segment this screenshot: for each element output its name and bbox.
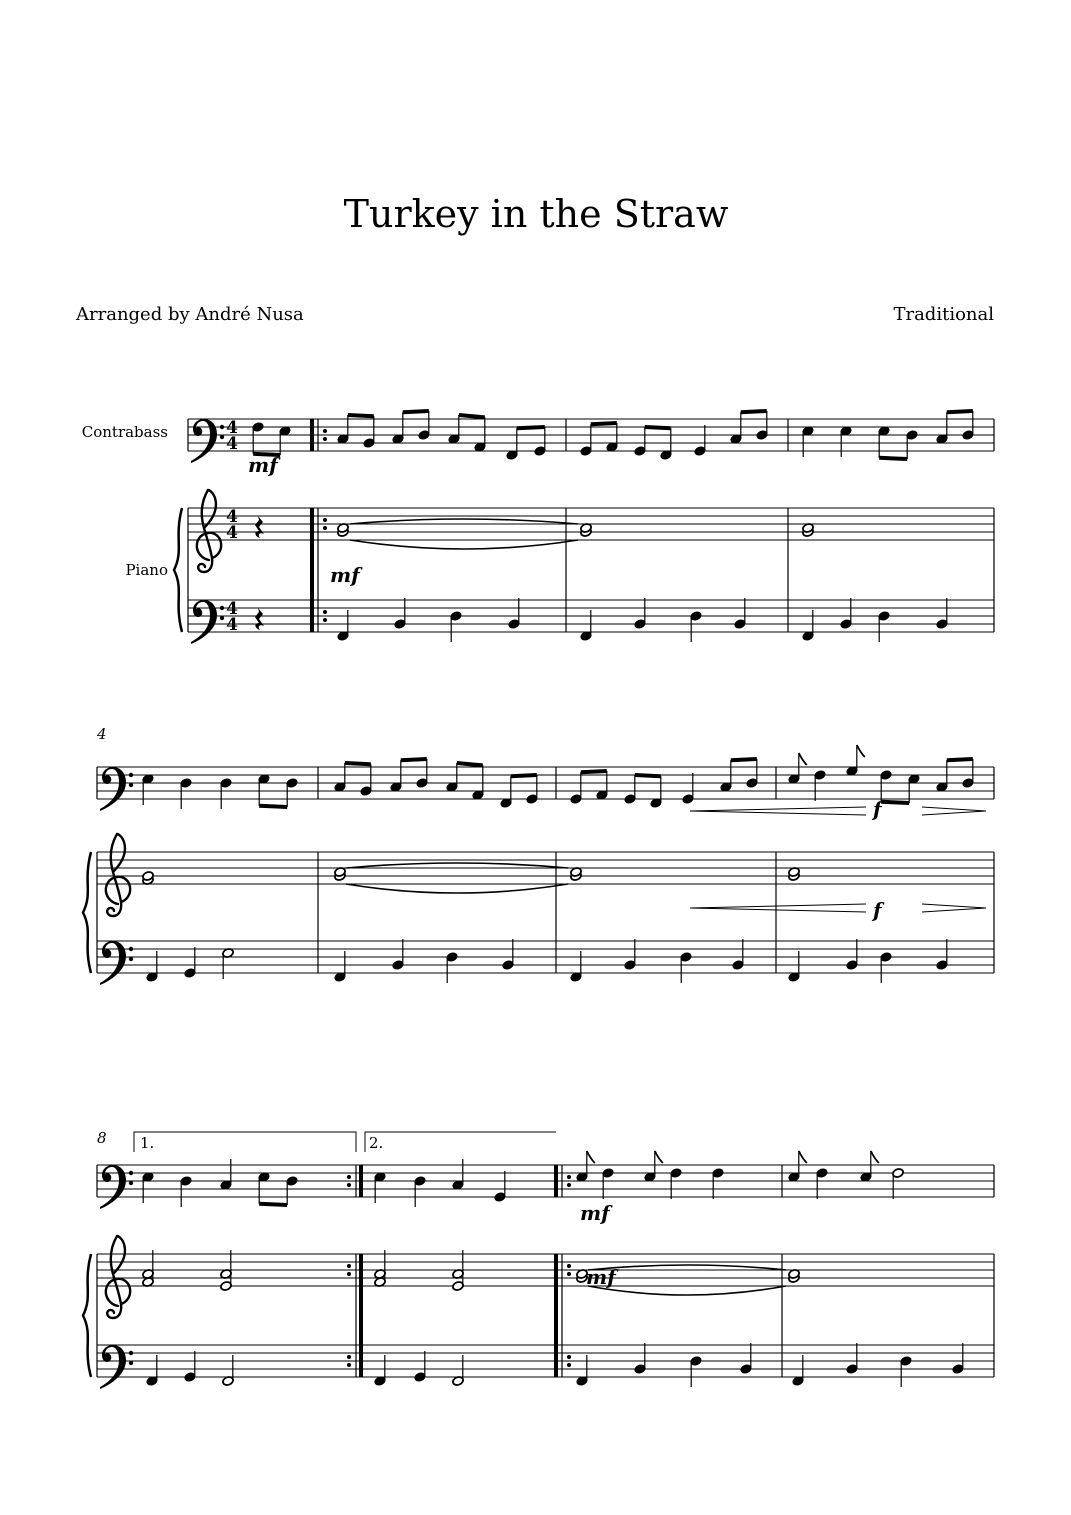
bass-clef-icon	[100, 941, 133, 985]
crescendo-hairpin	[690, 904, 866, 908]
crescendo-hairpin	[690, 807, 866, 811]
note-beam	[459, 415, 485, 417]
instrument-name-contrabass: Contrabass	[81, 423, 168, 441]
repeat-dot	[347, 1272, 351, 1276]
instrument-name-piano: Piano	[125, 561, 168, 579]
dynamic-mezzo-forte: mf	[330, 563, 360, 587]
brace-icon	[83, 1254, 91, 1377]
time-signature-top: 4	[226, 507, 238, 527]
note-beam	[645, 427, 671, 428]
treble-clef-icon	[197, 490, 221, 572]
tie	[588, 1286, 786, 1295]
note-beam	[345, 763, 371, 764]
note-flag	[857, 745, 865, 757]
bass-clef-icon	[191, 600, 224, 644]
volta-second-label: 2.	[369, 1134, 384, 1152]
repeat-dot	[347, 1355, 351, 1359]
decrescendo-hairpin	[922, 807, 986, 811]
volta-first-label: 1.	[140, 1134, 155, 1152]
repeat-dot	[567, 1355, 571, 1359]
note-beam	[401, 759, 427, 760]
brace-icon	[174, 508, 182, 632]
time-signature-bottom: 4	[226, 434, 238, 454]
bass-clef-icon	[100, 1345, 133, 1389]
time-signature-top: 4	[226, 599, 238, 619]
note-beam	[403, 411, 429, 412]
repeat-dot	[347, 1363, 351, 1367]
repeat-dot	[323, 610, 327, 614]
contrabass-staff	[97, 767, 994, 799]
composer-credit: Traditional	[893, 304, 994, 325]
repeat-dot	[323, 618, 327, 622]
volta-bracket-second	[365, 1132, 556, 1152]
piano-treble-staff	[188, 508, 994, 540]
note-flag	[587, 1151, 595, 1163]
piano-treble-staff	[97, 1254, 994, 1286]
decrescendo-hairpin	[922, 908, 986, 912]
note-beam	[591, 423, 617, 424]
repeat-dot	[567, 1175, 571, 1179]
dynamic-mezzo-forte: mf	[586, 1265, 616, 1289]
repeat-dot	[323, 429, 327, 433]
bass-clef-icon	[100, 1165, 133, 1209]
repeat-dot	[323, 437, 327, 441]
note-beam	[947, 411, 973, 412]
note-beam	[259, 1204, 287, 1205]
repeat-dot	[347, 1175, 351, 1179]
brace-icon	[83, 852, 91, 973]
piano-bass-staff	[97, 941, 994, 973]
measure-number-8: 8	[97, 1129, 107, 1147]
quarter-rest	[255, 516, 264, 538]
dynamic-mezzo-forte: mf	[580, 1201, 610, 1225]
note-beam	[581, 771, 607, 772]
volta-bracket-first	[134, 1132, 356, 1152]
quarter-rest	[255, 608, 264, 630]
note-beam	[947, 759, 973, 760]
repeat-dot	[347, 1264, 351, 1268]
decrescendo-hairpin	[922, 811, 986, 815]
time-signature-top: 4	[226, 418, 238, 438]
tie	[588, 1265, 786, 1270]
note-flag	[799, 1151, 807, 1163]
note-beam	[879, 458, 907, 459]
time-signature-bottom: 4	[226, 523, 238, 543]
repeat-dot	[567, 1264, 571, 1268]
tie	[350, 540, 578, 549]
dynamic-forte: f	[873, 797, 882, 821]
dynamic-forte: f	[873, 898, 882, 922]
note-beam	[259, 806, 287, 807]
piano-bass-staff	[97, 1345, 994, 1377]
note-beam	[457, 763, 483, 765]
note-flag	[871, 1151, 879, 1163]
contrabass-staff	[97, 1165, 994, 1197]
note-flag	[655, 1151, 663, 1163]
repeat-dot	[323, 526, 327, 530]
note-flag	[799, 753, 807, 765]
measure-number-4: 4	[97, 725, 107, 743]
crescendo-hairpin	[690, 811, 866, 815]
treble-clef-icon	[106, 834, 130, 916]
bass-clef-icon	[191, 419, 224, 463]
score-title: Turkey in the Straw	[343, 192, 729, 236]
note-beam	[511, 775, 537, 776]
note-beam	[348, 415, 374, 416]
repeat-dot	[323, 518, 327, 522]
bass-clef-icon	[100, 767, 133, 811]
note-beam	[635, 775, 661, 776]
piano-treble-staff	[97, 852, 994, 884]
tie	[346, 884, 568, 893]
decrescendo-hairpin	[922, 904, 986, 908]
repeat-dot	[347, 1183, 351, 1187]
note-beam	[731, 759, 757, 760]
tie	[346, 863, 568, 868]
note-beam	[881, 802, 909, 803]
treble-clef-icon	[106, 1236, 130, 1318]
time-signature-bottom: 4	[226, 615, 238, 635]
crescendo-hairpin	[690, 908, 866, 912]
note-beam	[517, 427, 545, 428]
repeat-dot	[567, 1183, 571, 1187]
repeat-dot	[567, 1272, 571, 1276]
note-beam	[741, 411, 767, 412]
repeat-dot	[567, 1363, 571, 1367]
tie	[350, 519, 578, 524]
notation-layer	[83, 411, 994, 1389]
dynamic-mezzo-forte: mf	[248, 453, 278, 477]
arranger-credit: Arranged by André Nusa	[76, 304, 304, 325]
